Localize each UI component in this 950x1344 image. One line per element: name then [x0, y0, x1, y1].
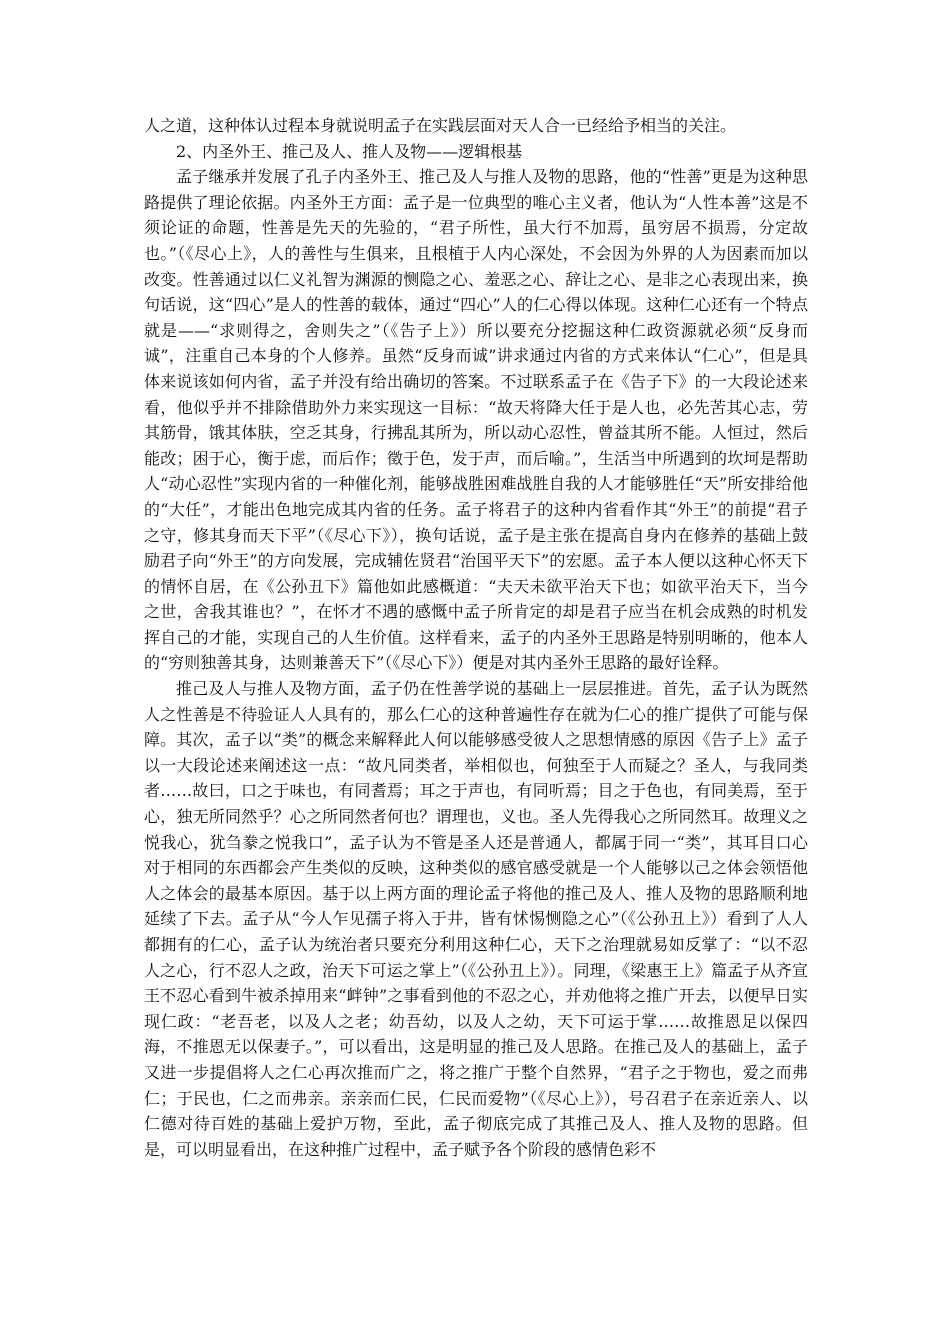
section-heading: 2、内圣外王、推己及人、推人及物——逻辑根基 — [176, 141, 523, 161]
body-paragraph-extension: 推己及人与推人及物方面，孟子仍在性善学说的基础上一层层推进。首先，孟子认为既然人之性善是不待验证人人具有的，那么仁心的这种普遍性存在就为仁心的推广提供了可能与保障。其次，孟子以“类”的概念来解释此人何以能够感受彼人之思想情感的原因《告子上》孟子以一大段论述来阐述这一点：“故凡同类者，举相似也，何独至于人而疑之？圣人，与我同类者……故曰，口之于味也，有同耆焉；耳之于声也，有同听焉；目之于色也，有同美焉，至于心，独无所同然乎？心之所同然者何也？谓理也，义也。圣人先得我心之所同然耳。故理义之悦我心，犹刍豢之悦我口”，孟子认为不管是圣人还是普通人，都属于同一“类”，其耳目口心对于相同的东西都会产生类似的反映，这种类似的感官感受就是一个人能够以己之体会领悟他人之体会的最基本原因。基于以上两方面的理论孟子将他的推己及人、推人及物的思路顺利地延续了下去。孟子从“今人乍见孺子将入于井，皆有怵惕恻隐之心”（《公孙丑上》）看到了人人都拥有的仁心，孟子认为统治者只要充分利用这种仁心，天下之治理就易如反掌了：“以不忍人之心，行不忍人之政，治天下可运之掌上”（《公孙丑上》）。同理，《梁惠王上》篇孟子从齐宣王不忍心看到牛被杀掉用来“衅钟”之事看到他的不忍之心，并劝他将之推广开去，以便早日实现仁政：“老吾老，以及人之老；幼吾幼，以及人之幼，天下可运于掌……故推恩足以保四海，不推恩无以保妻子。”，可以看出，这是明显的推己及人思路。在推己及人的基础上，孟子又进一步提倡将人之仁心再次推而广之，将之推广于整个自然界，“君子之于物也，爱之而弗仁；于民也，仁之而弗亲。亲亲而仁民，仁民而爱物”（《尽心上》），号召君子在亲近亲人、以仁德对待百姓的基础上爱护万物，至此，孟子彻底完成了其推己及人、推人及物的思路。但是，可以明显看出，在这种推广过程中，孟子赋予各个阶段的感情色彩不 — [144, 679, 808, 1159]
document-page — [144, 113, 808, 1162]
continuation-paragraph: 人之道，这种体认过程本身就说明孟子在实践层面对天人合一已经给予相当的关注。 — [144, 116, 737, 135]
body-paragraph-inner-sage: 孟子继承并发展了孔子内圣外王、推己及人与推人及物的思路，他的“性善”更是为这种思路提供了理论依据。内圣外王方面：孟子是一位典型的唯心主义者，他认为“人性本善”这是不须论证的命题，性善是先天的先验的，“君子所性，虽大行不加焉，虽穷居不损焉，分定故也。”（《尽心上》，人的善性与生俱来，且根植于人内心深处，不会因为外界的人为因素而加以改变。性善通过以仁义礼智为渊源的恻隐之心、羞恶之心、辞让之心、是非之心表现出来，换句话说，这“四心”是人的性善的载体，通过“四心”人的仁心得以体现。这种仁心还有一个特点就是——“求则得之，舍则失之”（《告子上》）所以要充分挖掘这种仁政资源就必须“反身而诚”，注重自己本身的个人修养。虽然“反身而诚”讲求通过内省的方式来体认“仁心”，但是具体来说该如何内省，孟子并没有给出确切的答案。不过联系孟子在《告子下》的一大段论述来看，他似乎并不排除借助外力来实现这一目标：“故天将降大任于是人也，必先苦其心志，劳其筋骨，饿其体肤，空乏其身，行拂乱其所为，所以动心忍性，曾益其所不能。人恒过，然后能改；困于心，衡于虑，而后作；徵于色，发于声，而后喻。”，生活当中所遇到的坎坷是帮助人“动心忍性”实现内省的一种催化剂，能够战胜困难战胜自我的人才能够胜任“天”所安排给他的“大任”，才能出色地完成其内省的任务。孟子将君子的这种内省看作其“外王”的前提“君子之守，修其身而天下平”（《尽心下》），换句话说，孟子是主张在提高自身内在修养的基础上鼓励君子向“外王”的方向发展，完成辅佐贤君“治国平天下”的宏愿。孟子本人便以这种心怀天下的情怀自居，在《公孙丑下》篇他如此感概道：“夫天未欲平治天下也；如欲平治天下，当今之世，舍我其谁也？”，在怀才不遇的感慨中孟子所肯定的却是君子应当在机会成熟的时机发挥自己的才能，实现自己的人生价值。这样看来，孟子的内圣外王思路是特别明晰的，他本人的“穷则独善其身，达则兼善天下”（《尽心下》）便是对其内圣外王思路的最好诠释。 — [144, 167, 808, 673]
